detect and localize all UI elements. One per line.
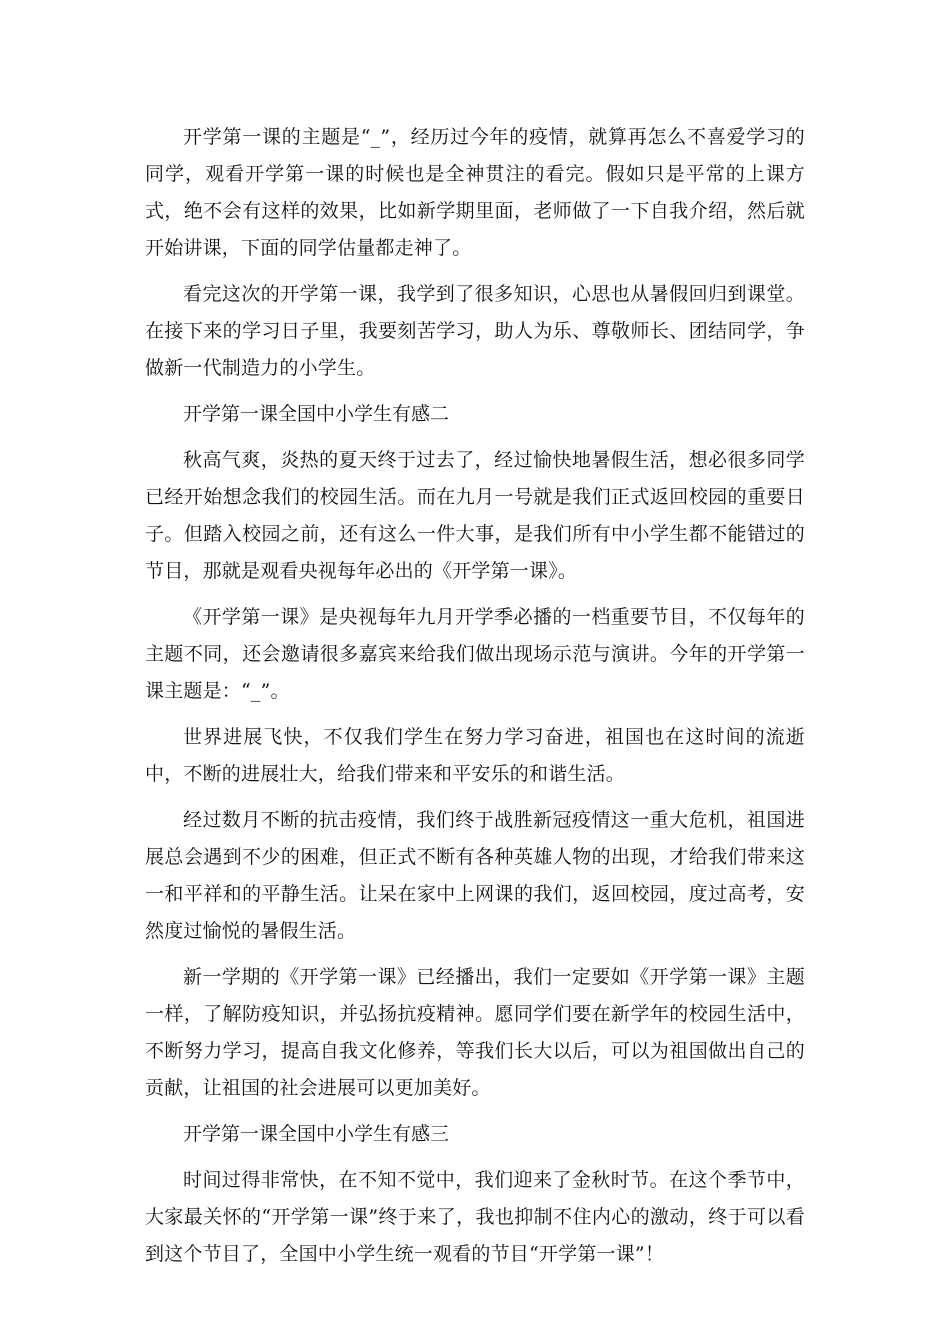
paragraph-4: 《开学第一课》是央视每年九月开学季必播的一档重要节目，不仅每年的主题不同，还会邀请很多嘉宾来给我们做出现场示范与演讲。今年的开学第一课主题是：“_”。 [145,606,805,702]
paragraph-5: 世界进展飞快，不仅我们学生在努力学习奋进，祖国也在这时间的流逝中，不断的进展壮大，给我们带来和平安乐的和谐生活。 [145,726,805,785]
paragraph-3: 秋高气爽，炎热的夏天终于过去了，经过愉快地暑假生活，想必很多同学已经开始想念我们的校园生活。而在九月一号就是我们正式返回校园的重要日子。但踏入校园之前，还有这么一件大事，是我们所有中小学生都不能错过的节目，那就是观看央视每年必出的《开学第一课》。 [145,449,805,582]
document-body [145,119,805,1282]
paragraph-2: 看完这次的开学第一课，我学到了很多知识，心思也从暑假回归到课堂。在接下来的学习日子里，我要刻苦学习，助人为乐、尊敬师长、团结同学，争做新一代制造力的小学生。 [145,283,805,379]
section-heading-3: 开学第一课全国中小学生有感三 [183,1123,450,1145]
paragraph-8: 时间过得非常快，在不知不觉中，我们迎来了金秋时节。在这个季节中，大家最关怀的“开学第一课”终于来了，我也抑制不住内心的激动，终于可以看到这个节目了，全国中小学生统一观看的节目“开学第一课”！ [145,1169,805,1265]
paragraph-6: 经过数月不断的抗击疫情，我们终于战胜新冠疫情这一重大危机，祖国进展总会遇到不少的困难，但正式不断有各种英雄人物的出现，才给我们带来这一和平祥和的平静生活。让呆在家中上网课的我们，返回校园，度过高考，安然度过愉悦的暑假生活。 [145,809,805,942]
paragraph-1: 开学第一课的主题是“_”，经历过今年的疫情，就算再怎么不喜爱学习的同学，观看开学第一课的时候也是全神贯注的看完。假如只是平常的上课方式，绝不会有这样的效果，比如新学期里面，老师做了一下自我介绍，然后就开始讲课，下面的同学估量都走神了。 [145,126,805,259]
section-heading-2: 开学第一课全国中小学生有感二 [183,403,450,425]
paragraph-7: 新一学期的《开学第一课》已经播出，我们一定要如《开学第一课》主题一样，了解防疫知识，并弘扬抗疫精神。愿同学们要在新学年的校园生活中，不断努力学习，提高自我文化修养，等我们长大以后，可以为祖国做出自己的贡献，让祖国的社会进展可以更加美好。 [145,966,805,1099]
